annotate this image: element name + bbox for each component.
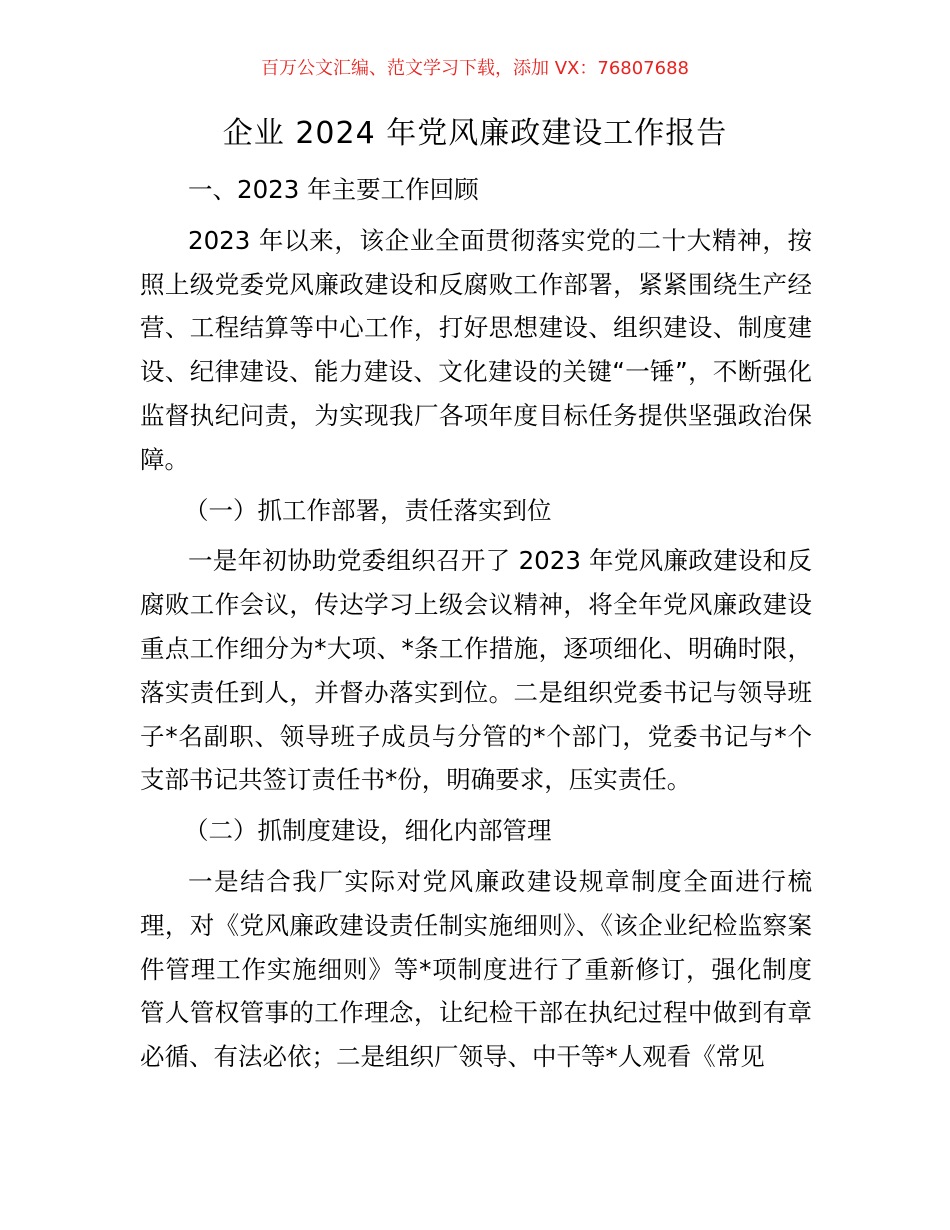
header-watermark-note: 百万公文汇编、范文学习下载，添加 VX：76807688 xyxy=(261,58,689,79)
section-heading-review: 一、2023 年主要工作回顾 xyxy=(188,175,479,204)
subsection-heading-system: （二）抓制度建设，细化内部管理 xyxy=(184,816,552,846)
document-body xyxy=(140,168,812,1079)
subsection-heading-deployment: （一）抓工作部署，责任落实到位 xyxy=(184,495,552,525)
deployment-paragraph: 一是年初协助党委组织召开了 2023 年党风廉政建设和反腐败工作会议，传达学习上级会议精神，将全年党风廉政建设重点工作细分为*大项、*条工作措施，逐项细化、明确时限，落实责任到人，并督办落实到位。二是组织党委书记与领导班子*名副职、领导班子成员与分管的*个部门，党委书记与*个支部书记共签订责任书*份，明确要求，压实责任。 xyxy=(140,546,812,795)
document-title: 企业 2024 年党风廉政建设工作报告 xyxy=(222,116,728,151)
system-paragraph: 一是结合我厂实际对党风廉政建设规章制度全面进行梳理，对《党风廉政建设责任制实施细则》、《该企业纪检监察案件管理工作实施细则》等*项制度进行了重新修订，强化制度管人管权管事的工作理念，让纪检干部在执纪过程中做到有章必循、有法必依；二是组织厂领导、中干等*人观看《常见 xyxy=(140,866,812,1072)
intro-paragraph: 2023 年以来，该企业全面贯彻落实党的二十大精神，按照上级党委党风廉政建设和反腐败工作部署，紧紧围绕生产经营、工程结算等中心工作，打好思想建设、组织建设、制度建设、纪律建设、能力建设、文化建设的关键“一锤”，不断强化监督执纪问责，为实现我厂各项年度目标任务提供坚强政治保障。 xyxy=(140,225,812,474)
